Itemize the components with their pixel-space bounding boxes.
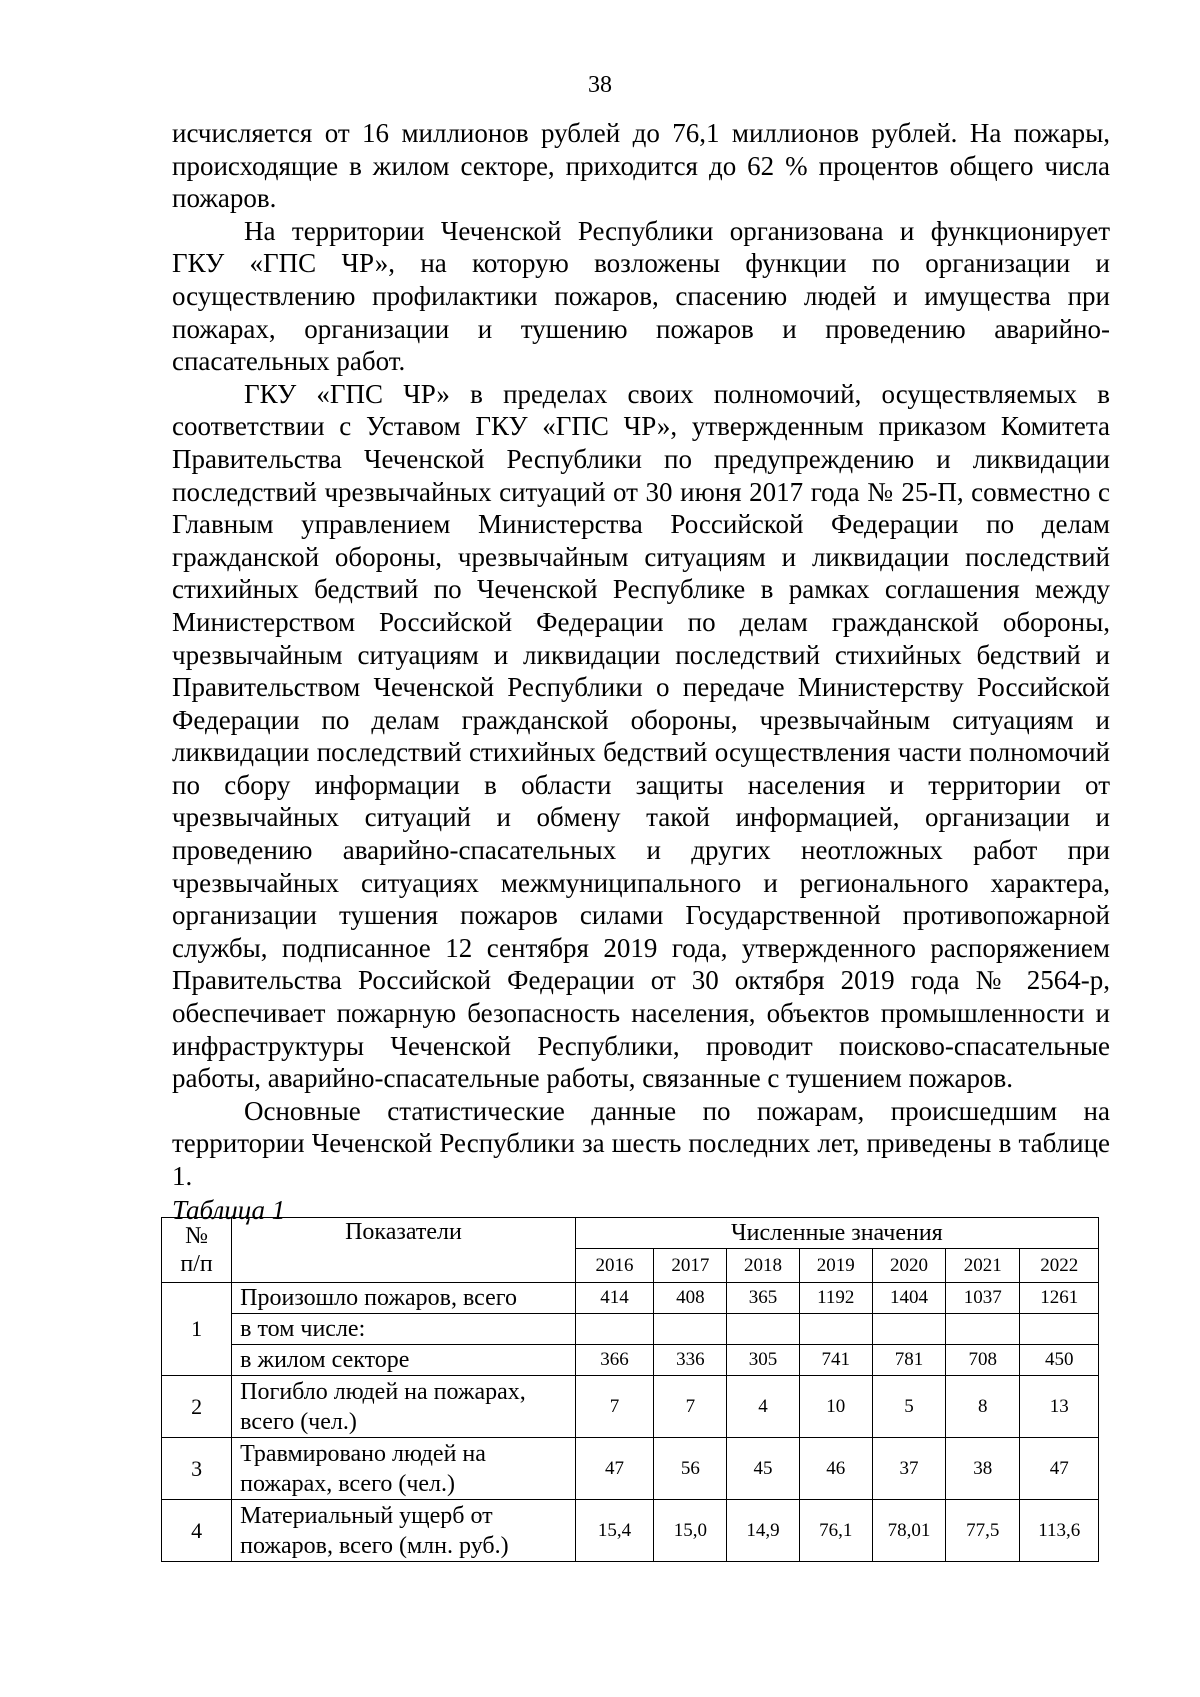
- table-row: [162, 1376, 1099, 1438]
- row-number: 3: [162, 1438, 232, 1500]
- year-cell: 2017: [654, 1249, 727, 1283]
- row-label: в том числе:: [232, 1314, 576, 1345]
- value-cell: 1261: [1020, 1283, 1099, 1314]
- value-cell: [946, 1314, 1020, 1345]
- value-cell: 45: [727, 1438, 799, 1500]
- row-number: 1: [162, 1283, 232, 1376]
- value-cell: 15,4: [575, 1500, 653, 1562]
- value-cell: 305: [727, 1345, 799, 1376]
- value-cell: 38: [946, 1438, 1020, 1500]
- row-label: Произошло пожаров, всего: [232, 1283, 576, 1314]
- value-cell: [575, 1314, 653, 1345]
- year-cell: 2018: [727, 1249, 799, 1283]
- value-cell: 366: [575, 1345, 653, 1376]
- value-cell: [799, 1314, 872, 1345]
- value-cell: 741: [799, 1345, 872, 1376]
- paragraph-4: Основные статистические данные по пожарам, происшедшим на территории Чеченской Республики за шесть последних лет, приведены в таблице 1.: [172, 1095, 1110, 1191]
- value-cell: 46: [799, 1438, 872, 1500]
- value-cell: 7: [575, 1376, 653, 1438]
- value-cell: 8: [946, 1376, 1020, 1438]
- row-label: Травмировано людей на пожарах, всего (чел.): [232, 1438, 576, 1500]
- value-cell: 414: [575, 1283, 653, 1314]
- table-row: [162, 1314, 1099, 1345]
- value-cell: 78,01: [872, 1500, 945, 1562]
- paragraph-2: На территории Чеченской Республики организована и функционирует ГКУ «ГПС ЧР», на которую возложены функции по организации и осуществлению профилактики пожаров, спасению людей и имущества при пожарах, организации и тушению пожаров и проведению аварийно-спасательных работ.: [172, 215, 1110, 377]
- row-label: Погибло людей на пожарах, всего (чел.): [232, 1376, 576, 1438]
- year-cell: 2020: [872, 1249, 945, 1283]
- body-text: [172, 117, 1110, 1227]
- row-label: Материальный ущерб от пожаров, всего (млн. руб.): [232, 1500, 576, 1562]
- year-cell: 2019: [799, 1249, 872, 1283]
- header-number-line1: №: [185, 1223, 209, 1249]
- value-cell: 15,0: [654, 1500, 727, 1562]
- value-cell: 47: [575, 1438, 653, 1500]
- table-row: [162, 1438, 1099, 1500]
- paragraph-3: ГКУ «ГПС ЧР» в пределах своих полномочий, осуществляемых в соответствии с Уставом ГКУ «ГПС ЧР», утвержденным приказом Комитета Правительства Чеченской Республики по предупреждению и ликвидации последствий чрезвычайных ситуаций от 30 июня 2017 года № 25-П, совместно с Главным управлением Министерства Российской Федерации по делам гражданской обороны, чрезвычайным ситуациям и ликвидации последствий стихийных бедствий по Чеченской Республике в рамках соглашения между Министерством Российской Федерации по делам гражданской обороны, чрезвычайным ситуациям и ликвидации последствий стихийных бедствий и Правительством Чеченской Республики о передаче Министерству Российской Федерации по делам гражданской обороны, чрезвычайным ситуациям и ликвидации последствий стихийных бедствий осуществления части полномочий по сбору информации в области защиты населения и территории от чрезвычайных ситуаций и обмену такой информацией, организации и проведению аварийно-спасательных и других неотложных работ при чрезвычайных ситуациях межмуниципального и регионального характера, организации тушения пожаров силами Государственной противопожарной службы, подписанное 12 сентября 2019 года, утвержденного распоряжением Правительства Российской Федерации от 30 октября 2019 года № 2564-р, обеспечивает пожарную безопасность населения, объектов промышленности и инфраструктуры Чеченской Республики, проводит поисково-спасательные работы, аварийно-спасательные работы, связанные с тушением пожаров.: [172, 378, 1110, 1094]
- row-number: 4: [162, 1500, 232, 1562]
- value-cell: 37: [872, 1438, 945, 1500]
- page-number: 38: [588, 72, 612, 98]
- value-cell: 7: [654, 1376, 727, 1438]
- value-cell: 13: [1020, 1376, 1099, 1438]
- header-values: Численные значения: [575, 1218, 1098, 1249]
- table-caption: Таблица 1: [172, 1194, 286, 1225]
- paragraph-1: исчисляется от 16 миллионов рублей до 76,1 миллионов рублей. На пожары, происходящие в жилом секторе, приходится до 62 % процентов общего числа пожаров.: [172, 118, 1110, 214]
- table-row: [162, 1500, 1099, 1562]
- value-cell: 1404: [872, 1283, 945, 1314]
- value-cell: 708: [946, 1345, 1020, 1376]
- value-cell: 113,6: [1020, 1500, 1099, 1562]
- year-cell: 2016: [575, 1249, 653, 1283]
- value-cell: [727, 1314, 799, 1345]
- fire-statistics-table: [161, 1217, 1099, 1562]
- row-number: 2: [162, 1376, 232, 1438]
- table-row: [162, 1283, 1099, 1314]
- table-header-row: [162, 1218, 1099, 1249]
- value-cell: 76,1: [799, 1500, 872, 1562]
- value-cell: 77,5: [946, 1500, 1020, 1562]
- value-cell: [654, 1314, 727, 1345]
- value-cell: 4: [727, 1376, 799, 1438]
- value-cell: 365: [727, 1283, 799, 1314]
- row-label: в жилом секторе: [232, 1345, 576, 1376]
- table-row: [162, 1345, 1099, 1376]
- header-indicator: Показатели: [232, 1218, 576, 1283]
- value-cell: 781: [872, 1345, 945, 1376]
- value-cell: 1037: [946, 1283, 1020, 1314]
- header-number: [162, 1218, 232, 1283]
- value-cell: 56: [654, 1438, 727, 1500]
- value-cell: 408: [654, 1283, 727, 1314]
- header-number-line2: п/п: [180, 1251, 213, 1277]
- year-cell: 2022: [1020, 1249, 1099, 1283]
- value-cell: [872, 1314, 945, 1345]
- value-cell: 47: [1020, 1438, 1099, 1500]
- year-cell: 2021: [946, 1249, 1020, 1283]
- value-cell: 5: [872, 1376, 945, 1438]
- value-cell: 1192: [799, 1283, 872, 1314]
- value-cell: 336: [654, 1345, 727, 1376]
- value-cell: 10: [799, 1376, 872, 1438]
- value-cell: 450: [1020, 1345, 1099, 1376]
- value-cell: [1020, 1314, 1099, 1345]
- value-cell: 14,9: [727, 1500, 799, 1562]
